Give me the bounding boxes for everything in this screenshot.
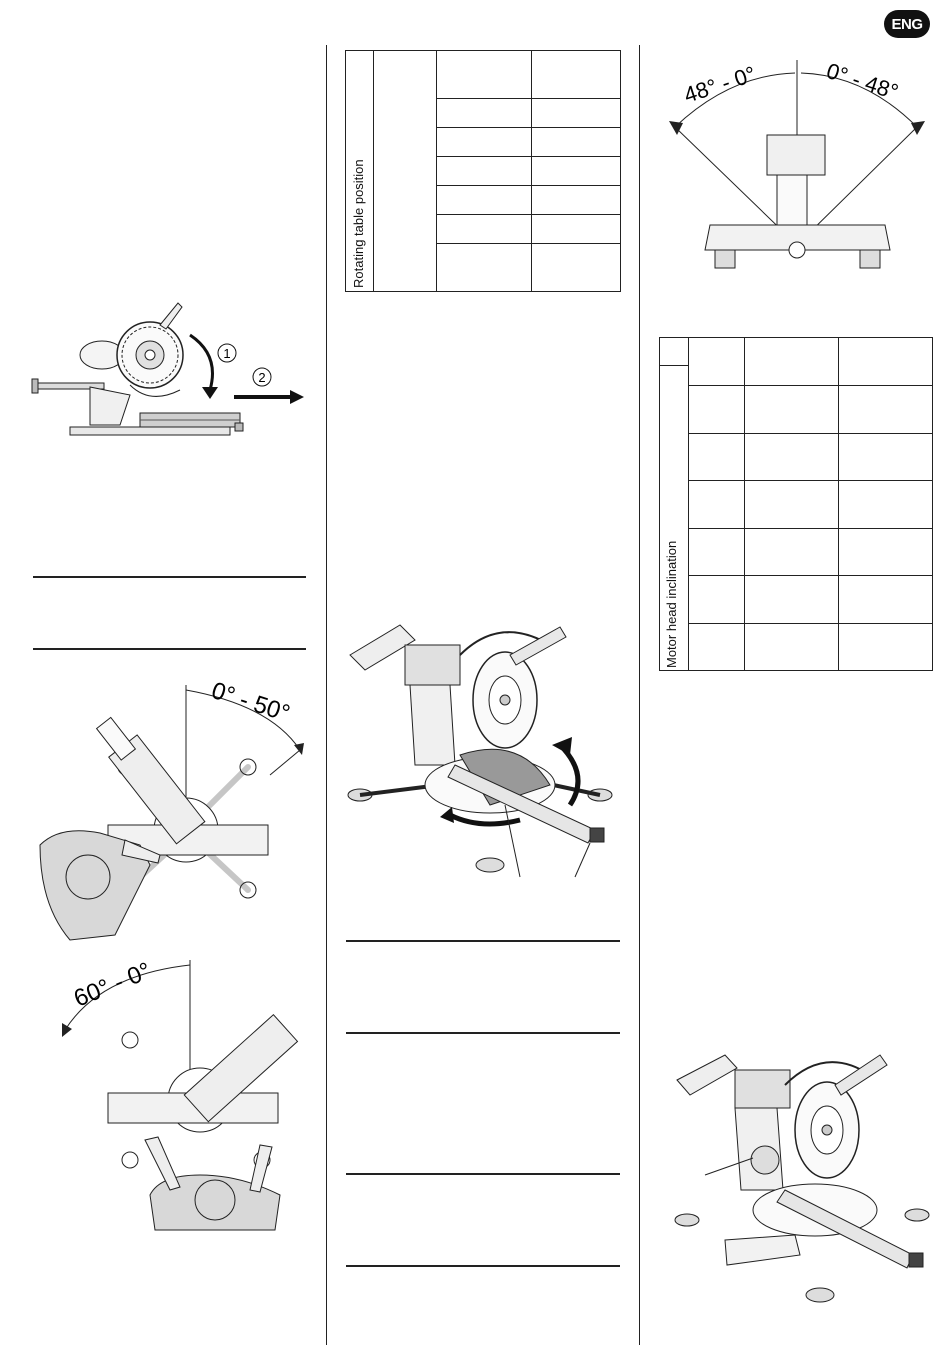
table-cell	[839, 433, 933, 480]
table-cell	[437, 215, 532, 244]
motor-head-inclination-label: Motor head inclination	[664, 540, 679, 668]
table-cell	[437, 51, 532, 99]
rotating-table-position-table	[345, 50, 621, 292]
table-cell	[839, 623, 933, 670]
table-cell	[660, 338, 689, 366]
table-cell	[689, 623, 745, 670]
saw-bevel-lock-illustration	[665, 1040, 935, 1320]
saw-rotating-table-illustration	[340, 615, 620, 885]
section-rule	[33, 576, 306, 578]
table-cell	[437, 244, 532, 292]
bevel-angle-left-label: 48° - 0°	[680, 61, 759, 108]
section-rule	[33, 648, 306, 650]
step-2-label: 2	[258, 370, 266, 385]
table-cell	[839, 481, 933, 528]
table-cell	[745, 386, 839, 433]
table-cell	[437, 128, 532, 157]
table-cell	[745, 481, 839, 528]
top-view-left-angle-illustration	[50, 945, 320, 1235]
table-cell	[532, 51, 621, 99]
saw-side-view-illustration	[30, 295, 315, 455]
table-cell	[839, 528, 933, 575]
table-cell	[437, 186, 532, 215]
rotating-table-position-label: Rotating table position	[351, 159, 366, 288]
table-cell	[532, 99, 621, 128]
front-view-bevel-illustration	[655, 45, 935, 285]
section-rule	[346, 1032, 620, 1034]
language-badge: ENG	[884, 10, 930, 38]
table-cell	[374, 51, 437, 292]
column-divider-right	[639, 45, 640, 1345]
table-cell	[839, 386, 933, 433]
table-cell	[689, 528, 745, 575]
table-cell	[745, 623, 839, 670]
bevel-angle-right-label: 0° - 48°	[823, 57, 902, 105]
table-cell	[532, 157, 621, 186]
table-cell	[689, 481, 745, 528]
table-cell	[437, 99, 532, 128]
table-cell	[839, 338, 933, 386]
table-cell	[532, 215, 621, 244]
section-rule	[346, 940, 620, 942]
table-cell	[437, 157, 532, 186]
table-cell	[532, 244, 621, 292]
table-cell	[689, 576, 745, 623]
table-cell	[745, 528, 839, 575]
table-cell	[745, 338, 839, 386]
section-rule	[346, 1265, 620, 1267]
table-cell	[745, 433, 839, 480]
step-1-label: 1	[223, 346, 231, 361]
top-view-right-angle-illustration	[30, 665, 320, 945]
column-divider-left	[326, 45, 327, 1345]
motor-head-inclination-table	[659, 337, 933, 671]
section-rule	[346, 1173, 620, 1175]
table-cell	[532, 128, 621, 157]
table-cell	[839, 576, 933, 623]
angle-left-label: 60° - 0°	[70, 957, 155, 1013]
table-cell	[745, 576, 839, 623]
table-cell	[689, 386, 745, 433]
table-cell	[689, 338, 745, 386]
angle-right-label: 0° - 50°	[208, 677, 294, 728]
table-cell	[532, 186, 621, 215]
table-cell	[689, 433, 745, 480]
